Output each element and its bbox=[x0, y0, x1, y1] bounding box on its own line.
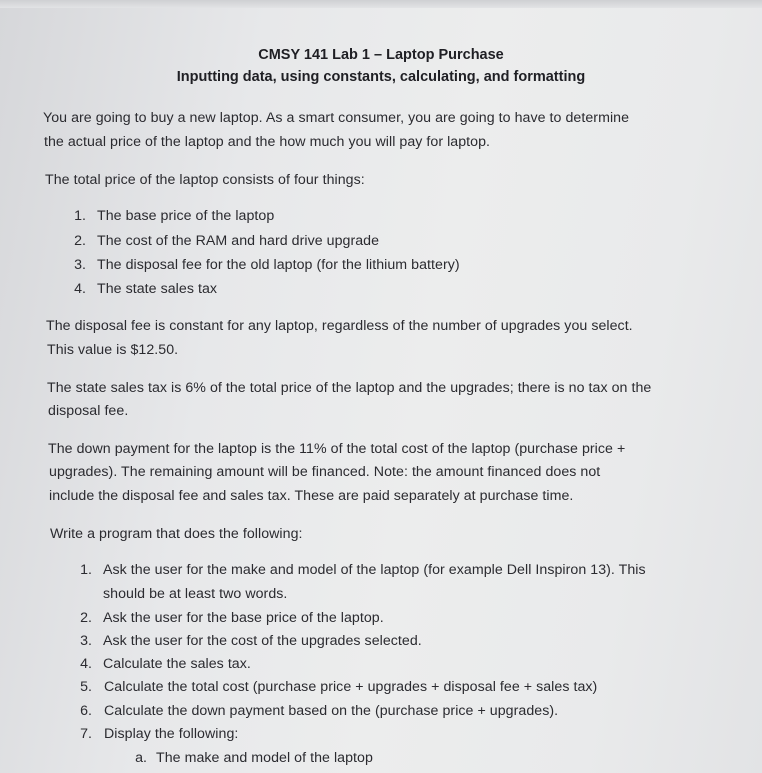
component-text: The state sales tax bbox=[97, 281, 218, 297]
document-title: CMSY 141 Lab 1 – Laptop Purchase bbox=[258, 47, 504, 63]
step-text: Calculate the down payment based on the (purchase price + upgrades). bbox=[104, 703, 559, 719]
step-text-continued: should be at least two words. bbox=[103, 586, 288, 602]
step-text: Calculate the sales tax. bbox=[103, 656, 251, 672]
document-subtitle: Inputting data, using constants, calculating, and formatting bbox=[176, 69, 586, 85]
step-number: 7. bbox=[80, 726, 92, 742]
step-number: 4. bbox=[80, 656, 92, 672]
step-text: Ask the user for the make and model of the laptop (for example Dell Inspiron 13). This bbox=[103, 562, 646, 578]
component-text: The base price of the laptop bbox=[97, 208, 275, 224]
intro-line-1: You are going to buy a new laptop. As a smart consumer, you are going to have to determine bbox=[43, 110, 630, 126]
component-number: 2. bbox=[74, 233, 86, 249]
step-number: 3. bbox=[80, 633, 92, 649]
program-intro: Write a program that does the following: bbox=[50, 526, 303, 542]
component-number: 3. bbox=[74, 257, 86, 273]
step-number: 1. bbox=[80, 562, 92, 578]
step-number: 2. bbox=[80, 610, 92, 626]
sub-step-text: The make and model of the laptop bbox=[156, 750, 373, 766]
disposal-line-1: The disposal fee is constant for any laptop, regardless of the number of upgrades you select. bbox=[46, 318, 633, 334]
step-text: Ask the user for the base price of the laptop. bbox=[103, 610, 384, 626]
tax-line-2: disposal fee. bbox=[48, 403, 129, 419]
disposal-line-2: This value is $12.50. bbox=[47, 342, 179, 358]
component-text: The disposal fee for the old laptop (for the lithium battery) bbox=[97, 257, 460, 273]
sub-step-letter: a. bbox=[135, 750, 147, 766]
down-payment-line-2: upgrades). The remaining amount will be financed. Note: the amount financed does not bbox=[49, 464, 601, 480]
step-text: Calculate the total cost (purchase price + upgrades + disposal fee + sales tax) bbox=[104, 679, 598, 695]
step-text: Display the following: bbox=[104, 726, 239, 742]
step-number: 5. bbox=[80, 679, 92, 695]
down-payment-line-3: include the disposal fee and sales tax. These are paid separately at purchase time. bbox=[49, 488, 574, 504]
intro-line-2: the actual price of the laptop and the how much you will pay for laptop. bbox=[44, 134, 491, 150]
down-payment-line-1: The down payment for the laptop is the 11% of the total cost of the laptop (purchase price + bbox=[48, 441, 626, 457]
step-number: 6. bbox=[80, 703, 92, 719]
tax-line-1: The state sales tax is 6% of the total price of the laptop and the upgrades; there is no tax on the bbox=[47, 380, 652, 396]
step-text: Ask the user for the cost of the upgrades selected. bbox=[103, 633, 422, 649]
total-intro: The total price of the laptop consists of four things: bbox=[45, 172, 365, 188]
component-number: 4. bbox=[74, 281, 86, 297]
component-text: The cost of the RAM and hard drive upgrade bbox=[97, 233, 380, 249]
component-number: 1. bbox=[74, 208, 86, 224]
